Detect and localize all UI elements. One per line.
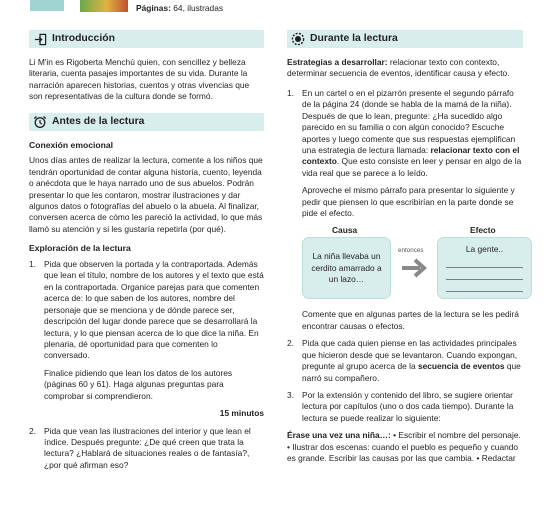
pages-value: 64, ilustradas [173, 3, 224, 13]
cause-text: La niña llevaba un cerdito amarrado a un lazo… [311, 251, 382, 285]
answer-line [446, 257, 523, 268]
answer-line [446, 281, 523, 292]
item-follow-text-2: Comente que en algunas partes de la lectura se les pedirá encontrar causas o efectos. [302, 309, 519, 331]
book-cover-thumbnail [80, 0, 128, 12]
item-text: Pida que vean las ilustraciones del interior y que lean el índice. Después pregunte: ¿De qué creen que trata la lectura? ¿Hablará de situaciones reales o de fantasía?, ¿por qué afirman eso? [44, 425, 251, 470]
intro-text: Li M'in es Rigoberta Menchú quien, con sencillez y belleza literaria, cuenta pasajes importantes de su vida. Durante la narración aparecen historias, cuentos y otras vivencias que son representativas de la cultura donde se formó. [29, 57, 250, 102]
list-item [287, 338, 523, 384]
item-number: 1. [29, 259, 36, 270]
item-number: 2. [29, 425, 36, 436]
strategies-label: Estrategias a desarrollar: [287, 57, 388, 67]
gear-icon [291, 32, 305, 46]
durante-header [287, 30, 523, 48]
item-number: 3. [287, 390, 294, 401]
item-strategy-bold: secuencia de eventos [417, 361, 505, 372]
item-text-a: Pida que cada quien piense en las actividades principales que hicieron desde que se levantaron. Cuando expongan, pregunte al grupo acerca de la [302, 338, 518, 372]
left-column [29, 30, 264, 477]
chapter-text: • Escribir el nombre del personaje. • Ilustrar dos escenas: cuando el pueblo es pequeño y cuando es grande. Escribir las causas por las que cambia. • Redactar [287, 430, 521, 464]
item-text: Por la extensión y contenido del libro, se sugiere orientar lectura por capítulos (uno o dos cada tiempo). Durante la lectura se puede realizar lo siguiente: [302, 390, 514, 423]
durante-list-2 [287, 338, 523, 424]
item-follow-text: Aproveche el mismo párrafo para presentar lo siguiente y pedir que piensen lo que escribirían en la parte donde se pide el efecto. [302, 185, 515, 219]
chapter-title: Érase una vez una niña…: [287, 430, 391, 441]
effect-text: La gente.. [465, 244, 504, 255]
teal-tab-decoration [30, 0, 64, 11]
emotional-connection-text: Unos días antes de realizar la lectura, comente a los niños que tendrán oportunidad de contar alguna historia, cuento, leyenda o anécdota que le haya narrado uno de sus abuelos. Podrán presentar lo que les contaron, mostrar ilustraciones y dar algunos datos o fotografías del abuelo o la abuela. Al finalizar, conversen acerca de cómo les pareció la actividad, lo que más llamó su atención y si les gustaría repetirla (por qué). [29, 155, 263, 234]
strategies-text [287, 57, 523, 80]
chapter-activity [287, 430, 523, 464]
item-text-b: . Que esto consiste en leer y pensar en algo de la vida real que se parece a lo leído. [302, 156, 522, 178]
alarm-clock-icon [33, 115, 47, 129]
reading-exploration-heading: Exploración de la lectura [29, 243, 131, 254]
cause-heading: Causa [332, 225, 358, 236]
strategies-list: relacionar texto con contexto, determinar secuencia de eventos, identificar causa y efecto. [287, 57, 510, 79]
intro-title: Introducción [52, 32, 115, 44]
effect-heading: Efecto [470, 225, 496, 236]
list-item [287, 88, 523, 179]
list-item [29, 426, 264, 472]
item-text: Pida que observen la portada y la contraportada. Además que lean el título, nombre de los autores y el texto que está en la contraportada. Organice parejas para que comenten acerca de: lo que saben de los autores, nombre del personaje que se menciona y de dónde parece ser, descripción del lugar donde parece que se desarrollará la lectura, y lo que piensan acerca de lo que dice la niña. En plenaria, dé oportunidad para que comenten lo conversado. [44, 259, 264, 361]
durante-list [287, 88, 523, 179]
exploration-list-2 [29, 426, 264, 472]
cause-effect-organizer [302, 225, 523, 301]
item-text-a: En un cartel o en el pizarrón presente el segundo párrafo de la página 24 (donde se habla de la mamá de la niña). Después de que lo lean, pregunte: ¿Ha sucedido algo parecido en su familia o con algún conocido? Escuche aportes y luego comente que sus respuestas ejemplifican una estrategia de lectura llamada: [302, 87, 516, 155]
item-strategy-bold: relacionar texto con el contexto [302, 144, 520, 167]
list-item [29, 259, 264, 362]
durante-title: Durante la lectura [310, 32, 398, 44]
answer-line [446, 269, 523, 280]
pages-label: Páginas: [136, 3, 171, 13]
antes-header [29, 113, 264, 131]
effect-box [437, 237, 532, 299]
antes-title: Antes de la lectura [52, 115, 145, 127]
intro-header [29, 30, 264, 48]
emotional-connection-heading: Conexión emocional [29, 139, 114, 150]
arrow-label: entonces [398, 247, 424, 255]
item-text-b: que narró su compañero. [302, 361, 521, 383]
right-arrow-icon [400, 257, 428, 282]
enter-arrow-icon [33, 32, 47, 46]
item-follow-text: Finalice pidiendo que lean los datos de los autores (páginas 60 y 61). Haga algunas preguntas para comprobar si comprendieron. [44, 367, 233, 401]
exploration-list [29, 259, 264, 362]
top-strip [0, 0, 550, 14]
pages-info [136, 3, 223, 14]
item-number: 1. [287, 87, 294, 98]
time-tag: 15 minutos [219, 408, 264, 419]
cause-box [302, 237, 391, 299]
list-item [287, 390, 523, 424]
right-column [287, 30, 523, 473]
item-number: 2. [287, 338, 294, 349]
